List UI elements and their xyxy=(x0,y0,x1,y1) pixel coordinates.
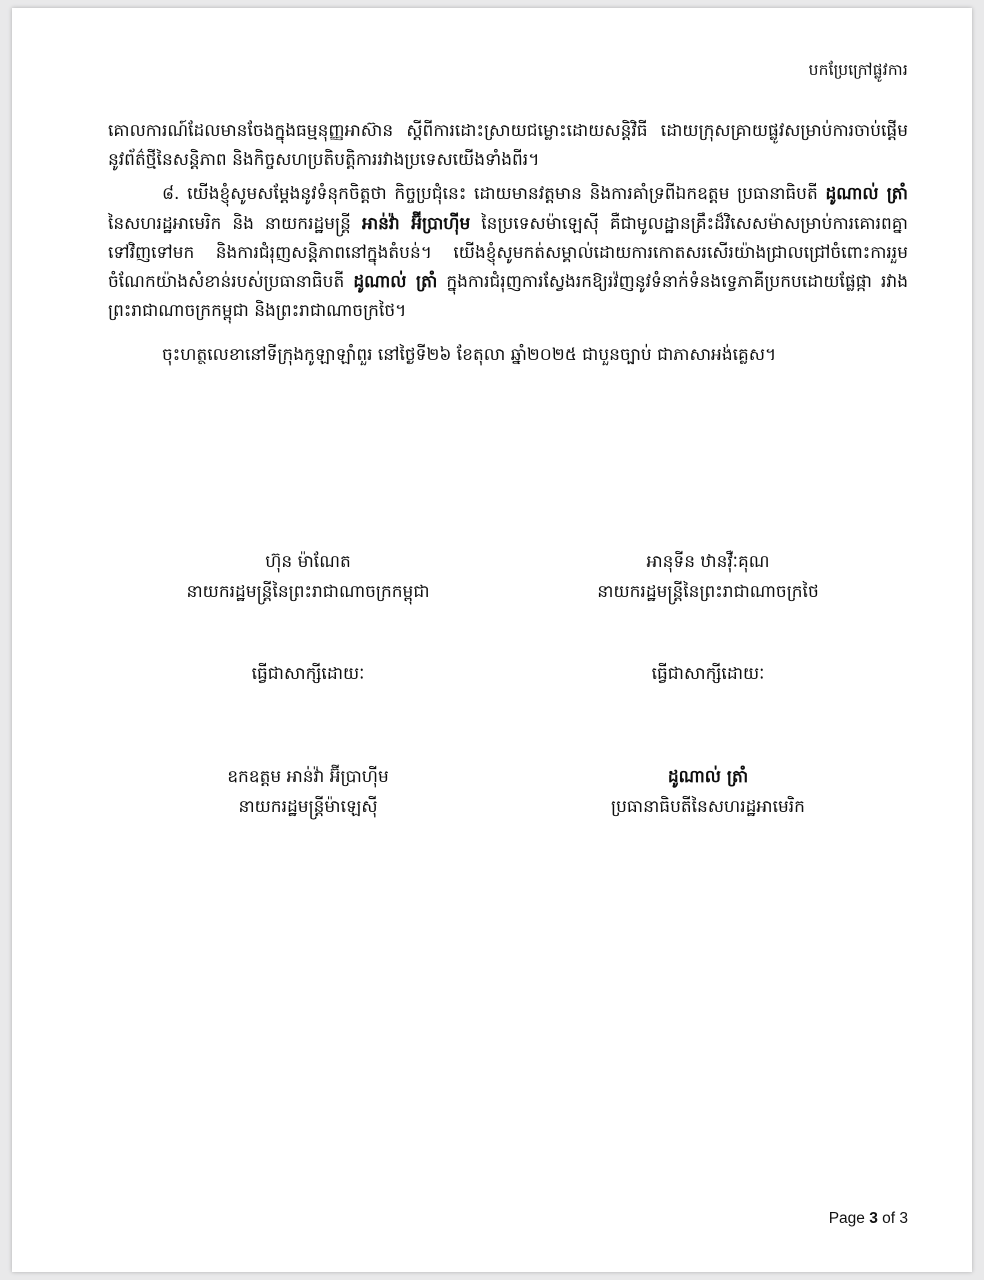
signing-date-line: ចុះហត្ថលេខានៅទីក្រុងកូឡាឡាំពួរ នៅថ្ងៃទី២៦ ខែតុលា ឆ្នាំ២០២៥ ជាបួនច្បាប់ ជាភាសាអង់គ្លេស។ xyxy=(162,344,777,365)
body-text: នៃប្រទេសម៉ាឡេស៊ី គឺជាមូលដ្ឋានគ្រឹះដ៏វិសេសម៉ាសម្រាប់ការគោរពគ្នាទៅវិញទៅមក និងការជំរុញសន្តិភាពនៅក្នុងតំបន់។ យើងខ្ញុំសូមកត់សម្គាល់ដោយការកោតសរសើរយ៉ាងជ្រាលជ្រៅចំពោះការរួមចំណែកយ៉ាងសំខាន់របស់ប្រធានាធិបតី xyxy=(108,213,908,293)
paragraph-1 xyxy=(108,117,908,175)
signature-row xyxy=(108,548,908,608)
witness-malaysia-name: ឧកឧត្ដម អាន់វ៉ា អ៊ីប្រាហ៊ីម xyxy=(227,767,389,787)
page-footer xyxy=(829,1210,908,1228)
document-header-note: បកប្រែក្រៅផ្លូវការ xyxy=(808,61,908,79)
document-content xyxy=(108,60,908,370)
witness-usa-role: ប្រធានាធិបតីនៃសហរដ្ឋអាមេរិក xyxy=(611,796,805,817)
witness-label-row xyxy=(108,663,908,688)
signatory-cambodia xyxy=(108,548,508,608)
footer-current-page: 3 xyxy=(869,1210,878,1227)
document-page xyxy=(12,8,972,1272)
signatory-thailand-name: អានុទីន ឋានវ៉ឺៈគុណ xyxy=(646,552,770,572)
witness-row xyxy=(108,763,908,823)
body-text: នៃសហរដ្ឋអាមេរិក និង នាយករដ្ឋមន្ត្រី xyxy=(108,213,362,234)
witness-usa xyxy=(508,763,908,823)
signatory-thailand xyxy=(508,548,908,608)
witness-label-right: ធ្វើជាសាក្សីដោយៈ xyxy=(651,664,765,684)
witness-malaysia xyxy=(108,763,508,823)
witness-label-left: ធ្វើជាសាក្សីដោយៈ xyxy=(251,664,365,684)
footer-total-pages: 3 xyxy=(899,1210,908,1227)
emphasis-text: អាន់វ៉ា អ៊ីប្រាហ៊ីម xyxy=(361,213,471,234)
signatory-cambodia-role: នាយករដ្ឋមន្ត្រីនៃព្រះរាជាណាចក្រកម្ពុជា xyxy=(186,581,430,602)
footer-prefix: Page xyxy=(828,1210,870,1227)
signatory-thailand-role: នាយករដ្ឋមន្ត្រីនៃព្រះរាជាណាចក្រថៃ xyxy=(597,581,819,602)
body-text: ៨. យើងខ្ញុំសូមសម្ដែងនូវទំនុកចិត្តថា កិច្ចប្រជុំនេះ ដោយមានវត្តមាន និងការគាំទ្រពីឯកឧត្ដម ប្រធានាធិបតី xyxy=(162,184,826,205)
emphasis-text: ដូណាល់ ត្រាំ xyxy=(353,272,438,293)
witness-malaysia-role: នាយករដ្ឋមន្ត្រីម៉ាឡេស៊ី xyxy=(238,796,378,817)
footer-middle: of xyxy=(877,1210,900,1227)
body-text: គោលការណ៍ដែលមានចែងក្នុងធម្មនុញ្ញអាស៊ាន ស្ដីពីការដោះស្រាយជម្លោះដោយសន្តិវិធី ដោយក្រុសគ្រាយផ្លូវសម្រាប់ការចាប់ផ្ដើមនូវព័ត៌ថ្មីនៃសន្តិភាព និងកិច្ចសហប្រតិបត្តិការរវាងប្រទេសយើងទាំងពីរ។ xyxy=(108,121,908,171)
witness-usa-name: ដូណាល់ ត្រាំ xyxy=(667,767,749,787)
emphasis-text: ដូណាល់ ត្រាំ xyxy=(825,184,908,205)
signatory-cambodia-name: ហ៊ុន ម៉ាណែត xyxy=(265,552,351,572)
paragraph-2 xyxy=(108,180,908,326)
body-text: ក្នុងការជំរុញការស្វែងរកឱ្យរវ៉ញនូវទំនាក់ទំនងទ្វេភាគីប្រកបដោយផ្លែផ្កា រវាងព្រះរាជាណាចក្រកម្ពុជា និងព្រះរាជាណាចក្រថៃ។ xyxy=(108,272,908,322)
